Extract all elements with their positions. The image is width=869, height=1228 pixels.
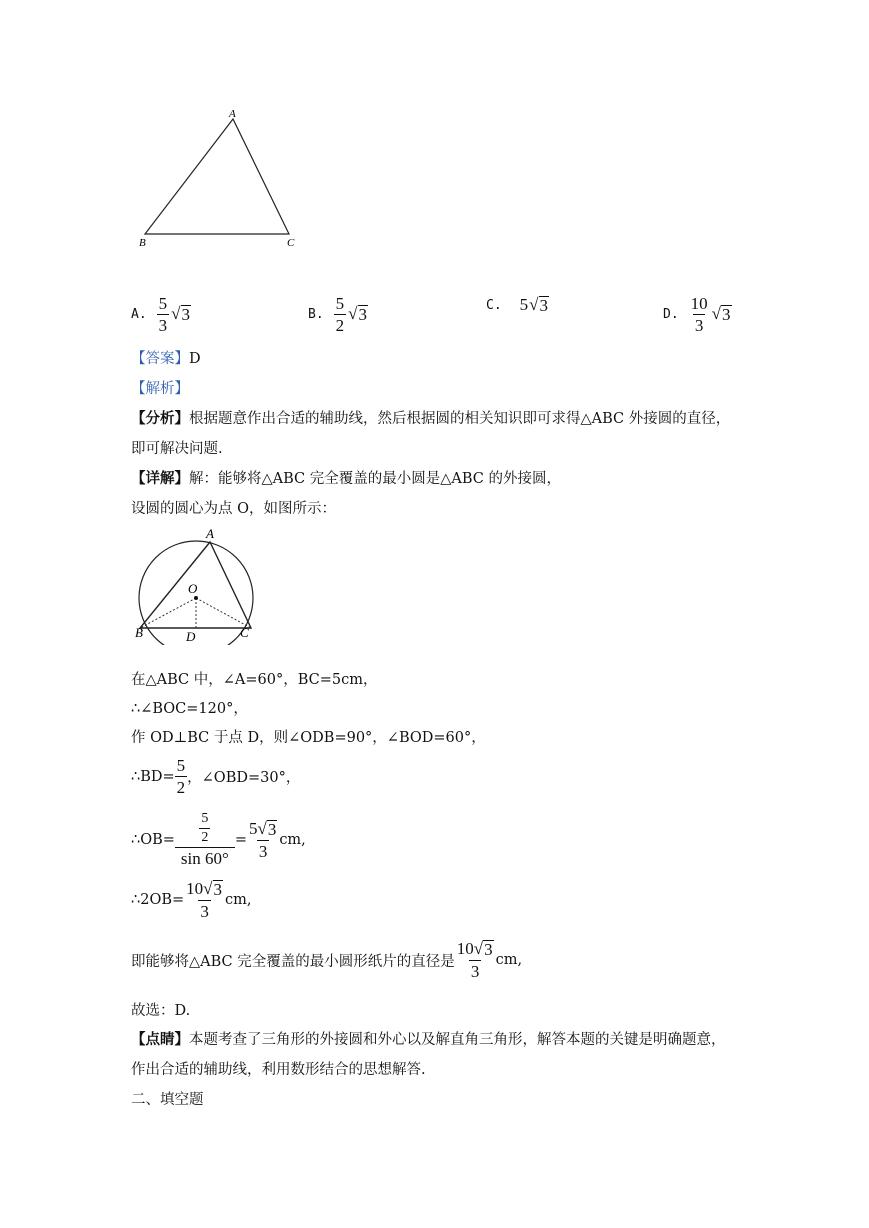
step-6-pre: ∴2OB= (131, 892, 185, 909)
option-a[interactable] (131, 295, 191, 335)
option-d[interactable] (663, 295, 732, 335)
step-6-post: cm, (225, 892, 252, 909)
option-a-label: A. (131, 307, 147, 323)
segment-ob (140, 598, 196, 628)
option-a-radicand: 3 (181, 305, 190, 325)
label-a: A (206, 526, 214, 541)
option-c[interactable] (486, 295, 549, 315)
option-d-den: 3 (694, 315, 704, 335)
option-d-label: D. (663, 307, 679, 323)
xiangjie-text-1: 解：能够将△ABC 完全覆盖的最小圆是△ABC 的外接圆， (189, 471, 561, 487)
fenxi-text-2: 即可解决问题. (131, 441, 223, 457)
step-4-pre: ∴BD= (131, 768, 175, 785)
analysis-line (131, 377, 189, 398)
step-3 (131, 726, 486, 747)
step-5-eq: = (234, 832, 247, 849)
analysis-tag: 【解析】 (131, 381, 189, 397)
step-5-inner-den: 2 (201, 829, 209, 845)
fenxi-line-1 (131, 407, 730, 428)
answer-line (131, 347, 201, 368)
option-b-den: 2 (335, 315, 345, 335)
option-b-fraction (334, 295, 347, 335)
xiangjie-text-2: 设圆的圆心为点 O，如图所示： (131, 501, 336, 517)
step-5 (131, 812, 306, 868)
vertex-c-label: C (287, 237, 295, 249)
option-b-label: B. (308, 307, 324, 323)
option-a-fraction (157, 295, 170, 335)
step-6-radicand: 3 (213, 880, 222, 899)
step-2 (131, 697, 248, 718)
step-4-fraction (175, 757, 188, 797)
option-c-label: C. (486, 297, 502, 313)
step-6-fraction: 10 √ 3 3 (186, 879, 222, 921)
segment-oc (196, 598, 251, 628)
fenxi-line-2 (131, 437, 223, 458)
center-point (194, 596, 198, 600)
step-7-post: cm, (495, 952, 523, 969)
label-d: D (186, 629, 196, 644)
option-a-radical: √ 3 (171, 304, 190, 325)
option-d-radical: √ 3 (711, 304, 731, 325)
step-6-num: 10 (186, 879, 204, 898)
option-d-num: 10 (690, 294, 708, 313)
step-1-text: 在△ABC 中，∠A=60°，BC=5cm， (131, 672, 378, 688)
step-5-post: cm, (279, 832, 306, 849)
dianjing-text-2: 作出合适的辅助线，利用数形结合的思想解答. (131, 1062, 426, 1078)
step-4-den: 2 (176, 777, 186, 797)
label-o: O (188, 581, 198, 596)
option-c-radical: √ 3 (529, 294, 548, 315)
step-4 (131, 757, 300, 797)
step-7-num: 10 (456, 939, 474, 958)
section-heading-text: 二、填空题 (131, 1092, 204, 1108)
option-a-den: 3 (158, 315, 168, 335)
xiangjie-tag: 【详解】 (131, 470, 189, 487)
dianjing-text-1: 本题考查了三角形的外接圆和外心以及解直角三角形，解答本题的关键是明确题意， (189, 1032, 726, 1048)
answer-value: D (189, 351, 201, 367)
step-6-den: 3 (200, 901, 209, 921)
option-c-coef: 5 (519, 295, 529, 314)
dianjing-tag: 【点睛】 (131, 1031, 189, 1048)
option-d-fraction (689, 295, 710, 335)
dianjing-line-2 (131, 1058, 426, 1079)
xiangjie-line-2 (131, 497, 336, 518)
option-b-radical: √ 3 (348, 304, 367, 325)
xiangjie-line-1 (131, 467, 561, 488)
step-7-fraction: 10 √ 3 3 (456, 939, 493, 981)
step-7 (131, 940, 522, 981)
option-b-radicand: 3 (358, 305, 367, 325)
step-5-inner-num: 5 (201, 811, 209, 826)
section-heading (131, 1088, 204, 1109)
fenxi-tag: 【分析】 (131, 410, 189, 427)
step-8 (131, 999, 190, 1020)
step-4-num: 5 (176, 756, 186, 775)
vertex-a-label: A (229, 108, 236, 120)
option-c-radicand: 3 (539, 295, 548, 315)
option-b[interactable] (308, 295, 368, 335)
step-4-post: ，∠OBD=30°， (187, 770, 301, 787)
vertex-b-label: B (139, 237, 146, 249)
step-7-radicand: 3 (484, 940, 493, 959)
step-2-text: ∴∠BOC=120°， (131, 701, 248, 717)
step-5-complex-fraction (175, 812, 235, 868)
option-a-num: 5 (158, 294, 168, 313)
dianjing-line-1 (131, 1028, 726, 1049)
answer-tag: 【答案】 (131, 351, 189, 367)
fenxi-text-1: 根据题意作出合适的辅助线，然后根据圆的相关知识即可求得△ABC 外接圆的直径， (189, 411, 731, 427)
option-b-num: 5 (335, 294, 345, 313)
option-d-radicand: 3 (722, 305, 731, 325)
step-6 (131, 880, 251, 921)
step-5-sin: sin 60° (175, 847, 235, 868)
step-5-radicand: 3 (267, 819, 277, 839)
label-c: C (240, 625, 249, 640)
step-7-pre: 即能够将△ABC 完全覆盖的最小圆形纸片的直径是 (131, 953, 455, 970)
circle-figure (130, 523, 260, 645)
triangle-abc (145, 119, 289, 234)
step-5-pre: ∴OB= (131, 832, 175, 849)
step-8-text: 故选：D. (131, 1003, 191, 1019)
step-1 (131, 668, 378, 689)
step-5-rden: 3 (258, 841, 268, 861)
step-5-inner-fraction (199, 812, 210, 845)
step-5-result: 5 √ 3 3 (248, 818, 277, 861)
step-5-rnum: 5 (248, 818, 258, 838)
label-b: B (135, 625, 143, 640)
step-3-text: 作 OD⊥BC 于点 D，则∠ODB=90°，∠BOD=60°， (131, 730, 486, 746)
triangle-figure (135, 105, 305, 255)
step-7-den: 3 (470, 961, 480, 981)
